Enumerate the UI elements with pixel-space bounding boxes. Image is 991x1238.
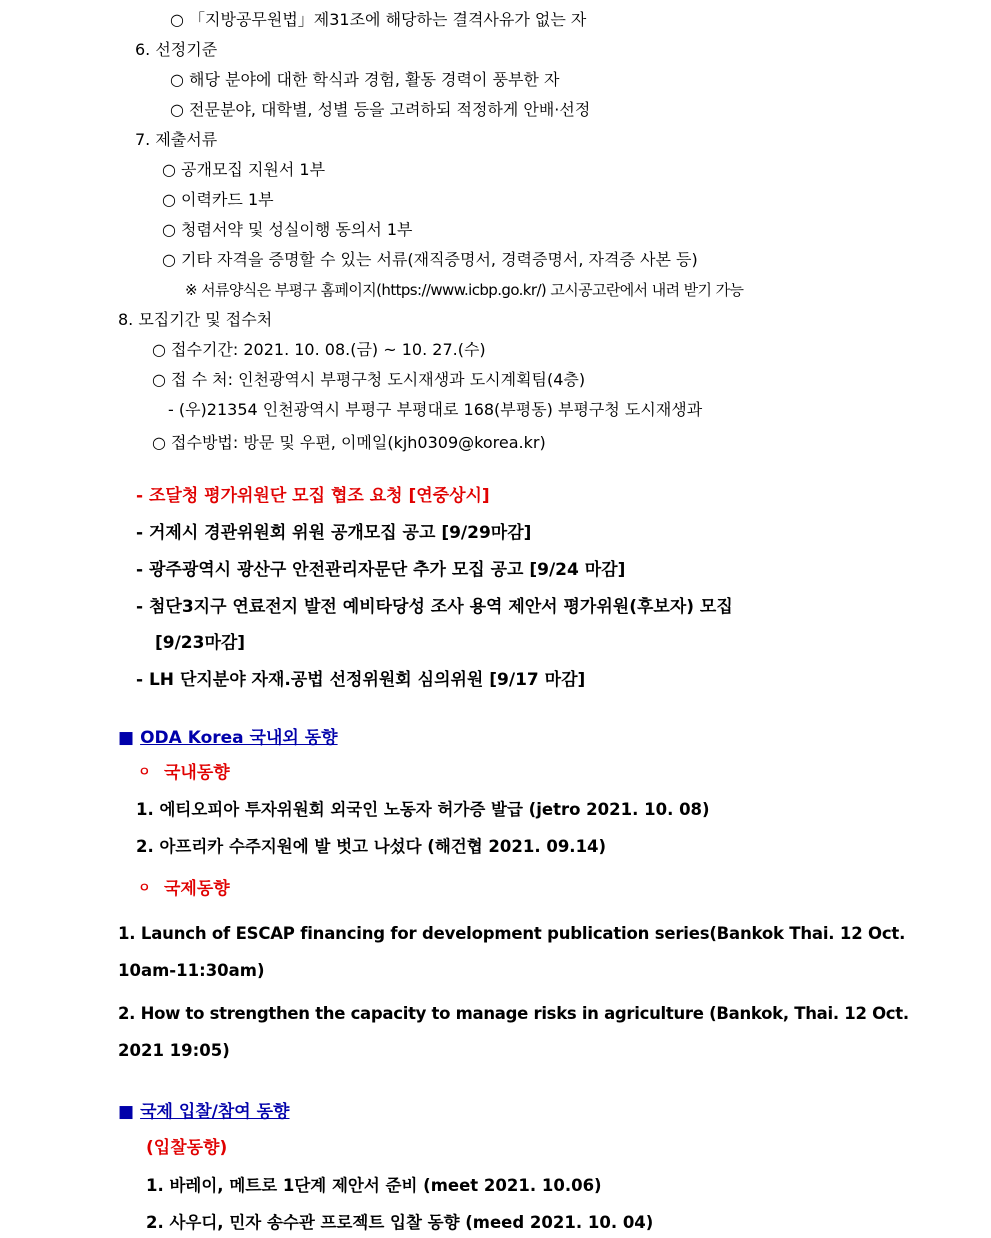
section-heading-documents: 7. 제출서류 <box>135 130 218 149</box>
notice-item-continuation: [9/23마감] <box>155 633 246 653</box>
notice-item: - LH 단지분야 자재.공법 선정위원회 심의위원 [9/17 마감] <box>136 670 586 690</box>
document-item: ○ 이력카드 1부 <box>162 190 274 209</box>
notice-item: - 광주광역시 광산구 안전관리자문단 추가 모집 공고 [9/24 마감] <box>136 560 626 580</box>
domestic-item: 1. 에티오피아 투자위원회 외국인 노동자 허가증 발급 (jetro 2021. 10. 08) <box>136 800 710 819</box>
application-place: ○ 접 수 처: 인천광역시 부평구청 도시재생과 도시계획팀(4층) <box>152 370 586 389</box>
square-bullet-icon: ■ <box>118 728 135 748</box>
form-download-note: ※ 서류양식은 부평구 홈페이지(https://www.icbp.go.kr/) 고시공고란에서 내려 받기 가능 <box>185 281 744 299</box>
eligibility-item: ○ 「지방공무원법」제31조에 해당하는 결격사유가 없는 자 <box>170 10 587 29</box>
notice-item: - 거제시 경관위원회 위원 공개모집 공고 [9/29마감] <box>136 523 532 543</box>
domestic-label: ㅇ 국내동향 <box>138 763 230 783</box>
notice-highlight: - 조달청 평가위원단 모집 협조 요청 [연중상시] <box>136 486 490 506</box>
section-heading-period: 8. 모집기간 및 접수처 <box>118 310 273 329</box>
bid-section-title <box>118 1101 289 1123</box>
international-item-line: 2. How to strengthen the capacity to manage risks in agriculture (Bankok, Thai. 12 Oct. <box>118 1004 909 1023</box>
application-method: ○ 접수방법: 방문 및 우편, 이메일(kjh0309@korea.kr) <box>152 433 546 452</box>
criteria-item: ○ 전문분야, 대학별, 성별 등을 고려하되 적정하게 안배·선정 <box>170 100 591 119</box>
oda-section-title <box>118 727 338 749</box>
oda-title-text: ODA Korea 국내외 동향 <box>140 728 338 748</box>
notice-item: - 첨단3지구 연료전지 발전 예비타당성 조사 용역 제안서 평가위원(후보자) 모집 <box>136 597 733 617</box>
bid-item: 1. 바레이, 메트로 1단계 제안서 준비 (meet 2021. 10.06) <box>146 1176 602 1195</box>
international-label: ㅇ 국제동향 <box>138 879 230 899</box>
criteria-item: ○ 해당 분야에 대한 학식과 경험, 활동 경력이 풍부한 자 <box>170 70 560 89</box>
bid-item: 2. 사우디, 민자 송수관 프로젝트 입찰 동향 (meed 2021. 10. 04) <box>146 1213 654 1232</box>
circle-bullet-icon: ㅇ <box>138 765 151 780</box>
document-item: ○ 공개모집 지원서 1부 <box>162 160 326 179</box>
section-heading-criteria: 6. 선정기준 <box>135 40 218 59</box>
bid-title-text: 국제 입찰/참여 동향 <box>140 1102 290 1122</box>
application-period: ○ 접수기간: 2021. 10. 08.(금) ~ 10. 27.(수) <box>152 340 486 359</box>
international-item-line: 1. Launch of ESCAP financing for development publication series(Bankok Thai. 12 Oct. <box>118 924 906 943</box>
square-bullet-icon: ■ <box>118 1102 135 1122</box>
circle-bullet-icon: ㅇ <box>138 881 151 896</box>
international-item-line: 2021 19:05) <box>118 1041 230 1060</box>
document-item: ○ 청렴서약 및 성실이행 동의서 1부 <box>162 220 413 239</box>
document-item: ○ 기타 자격을 증명할 수 있는 서류(재직증명서, 경력증명서, 자격증 사본 등) <box>162 250 698 269</box>
international-item-line: 10am-11:30am) <box>118 961 265 980</box>
postal-address: - (우)21354 인천광역시 부평구 부평대로 168(부평동) 부평구청 도시재생과 <box>168 400 703 419</box>
bid-sub-label: (입찰동향) <box>146 1138 228 1158</box>
domestic-item: 2. 아프리카 수주지원에 발 벗고 나섰다 (해건협 2021. 09.14) <box>136 837 607 856</box>
